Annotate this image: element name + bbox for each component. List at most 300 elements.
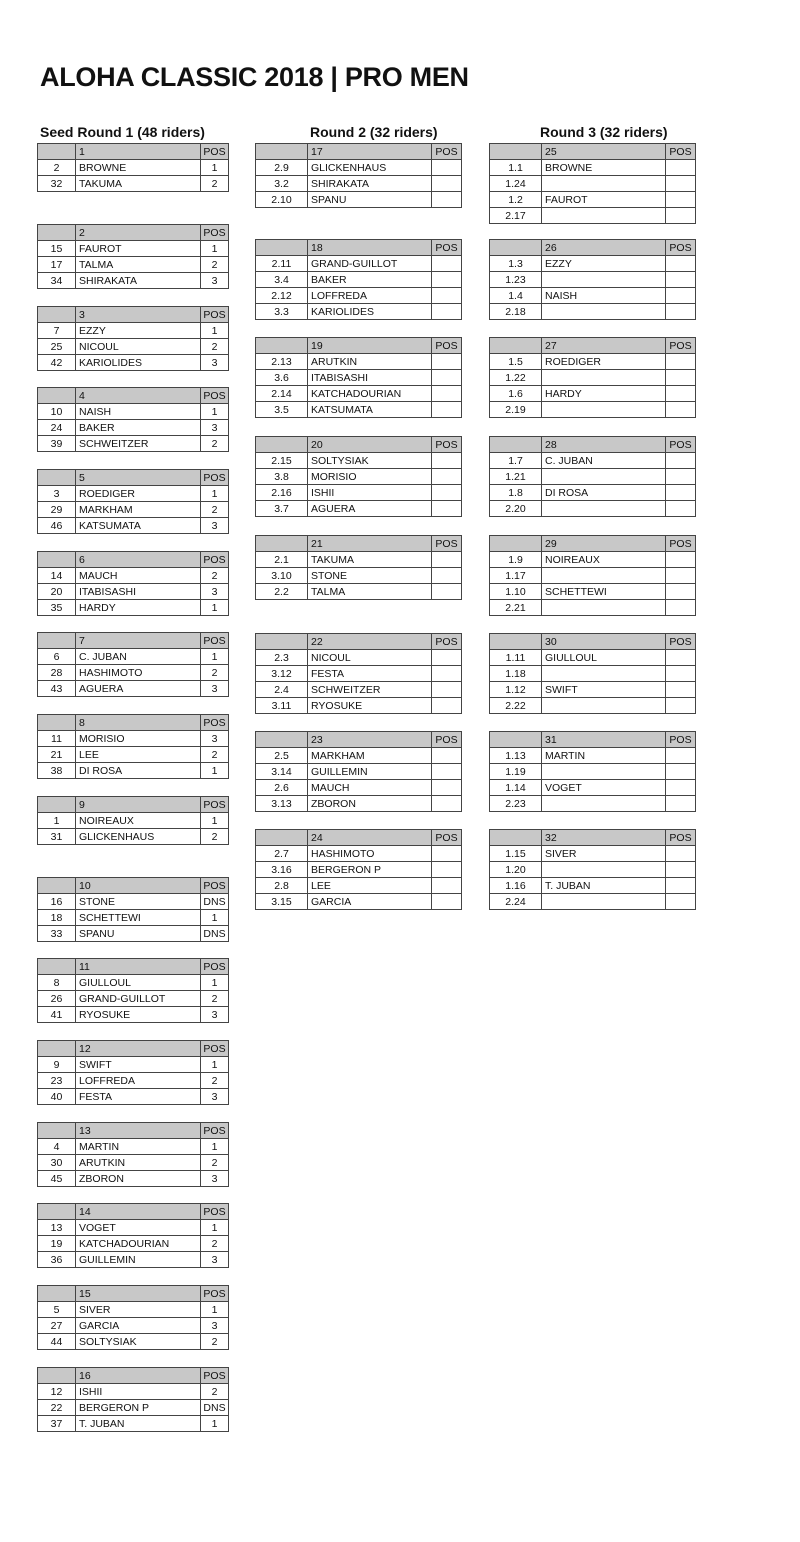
seed-cell: 16 <box>38 894 76 910</box>
rider-name-cell: SCHWEITZER <box>308 682 432 698</box>
heat-number: 19 <box>308 338 432 354</box>
rider-row <box>256 666 462 682</box>
rider-name-cell: ROEDIGER <box>76 486 201 502</box>
rider-row <box>490 748 696 764</box>
rider-name-cell: SCHETTEWI <box>542 584 666 600</box>
rider-name-cell: VOGET <box>76 1220 201 1236</box>
rider-name-cell: KATSUMATA <box>308 402 432 418</box>
rider-name-cell: EZZY <box>542 256 666 272</box>
position-cell <box>666 650 696 666</box>
heat-header-blank <box>38 144 76 160</box>
position-cell <box>432 748 462 764</box>
rider-row <box>256 796 462 812</box>
rider-name-cell <box>542 862 666 878</box>
position-cell: 3 <box>201 1252 229 1268</box>
round1-heat-8 <box>37 714 229 779</box>
heat-header-blank <box>38 225 76 241</box>
heat-header-blank <box>490 437 542 453</box>
heat-header-row <box>256 634 462 650</box>
position-cell <box>666 846 696 862</box>
advance-from-cell: 1.11 <box>490 650 542 666</box>
rider-row <box>256 304 462 320</box>
rider-row <box>38 747 229 763</box>
rider-row <box>38 829 229 845</box>
rider-name-cell <box>542 469 666 485</box>
position-cell <box>432 862 462 878</box>
rider-row <box>490 272 696 288</box>
rider-name-cell <box>542 402 666 418</box>
seed-cell: 15 <box>38 241 76 257</box>
advance-from-cell: 2.5 <box>256 748 308 764</box>
rider-name-cell: BERGERON P <box>308 862 432 878</box>
round1-column-header: Seed Round 1 (48 riders) <box>40 124 205 140</box>
rider-name-cell: TAKUMA <box>76 176 201 192</box>
round3-column-header: Round 3 (32 riders) <box>540 124 668 140</box>
seed-cell: 7 <box>38 323 76 339</box>
rider-row <box>38 176 229 192</box>
rider-name-cell: RYOSUKE <box>308 698 432 714</box>
rider-row <box>256 176 462 192</box>
heat-header-row <box>38 715 229 731</box>
rider-name-cell: GRAND-GUILLOT <box>76 991 201 1007</box>
heat-header-blank <box>38 959 76 975</box>
heat-header-row <box>490 732 696 748</box>
rider-name-cell: FAUROT <box>542 192 666 208</box>
pos-header: POS <box>201 1286 229 1302</box>
pos-header: POS <box>432 830 462 846</box>
rider-row <box>38 910 229 926</box>
position-cell <box>432 160 462 176</box>
seed-cell: 2 <box>38 160 76 176</box>
position-cell <box>666 862 696 878</box>
pos-header: POS <box>666 338 696 354</box>
advance-from-cell: 2.18 <box>490 304 542 320</box>
rider-row <box>256 748 462 764</box>
seed-cell: 38 <box>38 763 76 779</box>
advance-from-cell: 1.3 <box>490 256 542 272</box>
seed-cell: 35 <box>38 600 76 616</box>
heat-number: 24 <box>308 830 432 846</box>
seed-cell: 30 <box>38 1155 76 1171</box>
rider-row <box>490 208 696 224</box>
seed-cell: 29 <box>38 502 76 518</box>
rider-row <box>38 404 229 420</box>
rider-row <box>38 1416 229 1432</box>
pos-header: POS <box>666 634 696 650</box>
rider-row <box>38 894 229 910</box>
rider-name-cell <box>542 568 666 584</box>
pos-header: POS <box>201 1368 229 1384</box>
position-cell <box>432 192 462 208</box>
rider-row <box>38 649 229 665</box>
pos-header: POS <box>666 536 696 552</box>
rider-name-cell: SHIRAKATA <box>76 273 201 289</box>
rider-row <box>256 386 462 402</box>
advance-from-cell: 3.13 <box>256 796 308 812</box>
heat-number: 8 <box>76 715 201 731</box>
position-cell: 3 <box>201 518 229 534</box>
position-cell <box>432 878 462 894</box>
rider-name-cell: BROWNE <box>542 160 666 176</box>
advance-from-cell: 3.7 <box>256 501 308 517</box>
rider-row <box>256 780 462 796</box>
position-cell <box>666 780 696 796</box>
rider-name-cell <box>542 501 666 517</box>
round1-heat-4 <box>37 387 229 452</box>
advance-from-cell: 2.11 <box>256 256 308 272</box>
rider-row <box>490 552 696 568</box>
rider-row <box>256 568 462 584</box>
heat-header-blank <box>38 552 76 568</box>
heat-header-blank <box>38 307 76 323</box>
rider-name-cell <box>542 894 666 910</box>
pos-header: POS <box>201 388 229 404</box>
position-cell: 1 <box>201 813 229 829</box>
rider-row <box>490 796 696 812</box>
advance-from-cell: 3.5 <box>256 402 308 418</box>
rider-row <box>490 370 696 386</box>
round1-heat-7 <box>37 632 229 697</box>
seed-cell: 27 <box>38 1318 76 1334</box>
advance-from-cell: 3.4 <box>256 272 308 288</box>
heat-header-blank <box>490 732 542 748</box>
seed-cell: 3 <box>38 486 76 502</box>
advance-from-cell: 1.4 <box>490 288 542 304</box>
rider-name-cell: MAUCH <box>308 780 432 796</box>
rider-name-cell: NICOUL <box>308 650 432 666</box>
position-cell: 3 <box>201 1007 229 1023</box>
advance-from-cell: 2.24 <box>490 894 542 910</box>
rider-row <box>38 436 229 452</box>
round2-heat-19 <box>255 337 462 418</box>
heat-header-row <box>256 536 462 552</box>
rider-name-cell: ISHII <box>76 1384 201 1400</box>
pos-header: POS <box>666 830 696 846</box>
position-cell <box>666 796 696 812</box>
position-cell <box>432 584 462 600</box>
position-cell <box>666 208 696 224</box>
pos-header: POS <box>432 536 462 552</box>
rider-name-cell: TALMA <box>308 584 432 600</box>
rider-row <box>38 1007 229 1023</box>
rider-row <box>490 192 696 208</box>
pos-header: POS <box>201 470 229 486</box>
rider-name-cell <box>542 304 666 320</box>
rider-name-cell <box>542 600 666 616</box>
heat-header-row <box>38 1204 229 1220</box>
rider-row <box>38 1334 229 1350</box>
heat-header-blank <box>38 1286 76 1302</box>
advance-from-cell: 1.6 <box>490 386 542 402</box>
heat-number: 15 <box>76 1286 201 1302</box>
rider-name-cell: NOIREAUX <box>542 552 666 568</box>
heat-header-blank <box>38 715 76 731</box>
seed-cell: 5 <box>38 1302 76 1318</box>
advance-from-cell: 1.21 <box>490 469 542 485</box>
rider-row <box>38 584 229 600</box>
heat-header-row <box>38 225 229 241</box>
round1-heat-11 <box>37 958 229 1023</box>
advance-from-cell: 2.9 <box>256 160 308 176</box>
seed-cell: 17 <box>38 257 76 273</box>
advance-from-cell: 1.9 <box>490 552 542 568</box>
advance-from-cell: 2.8 <box>256 878 308 894</box>
position-cell <box>666 354 696 370</box>
heat-header-blank <box>490 634 542 650</box>
rider-row <box>38 1220 229 1236</box>
position-cell: 2 <box>201 1073 229 1089</box>
pos-header: POS <box>201 959 229 975</box>
heat-number: 3 <box>76 307 201 323</box>
advance-from-cell: 2.10 <box>256 192 308 208</box>
rider-name-cell: MARKHAM <box>308 748 432 764</box>
rider-row <box>256 288 462 304</box>
heat-header-blank <box>256 830 308 846</box>
position-cell: 2 <box>201 257 229 273</box>
heat-header-blank <box>38 878 76 894</box>
rider-name-cell: GLICKENHAUS <box>76 829 201 845</box>
position-cell <box>432 370 462 386</box>
rider-row <box>256 160 462 176</box>
rider-name-cell: GUILLEMIN <box>308 764 432 780</box>
round3-heat-26 <box>489 239 696 320</box>
rider-row <box>490 568 696 584</box>
seed-cell: 39 <box>38 436 76 452</box>
position-cell: 2 <box>201 502 229 518</box>
seed-cell: 33 <box>38 926 76 942</box>
round2-column-header: Round 2 (32 riders) <box>310 124 438 140</box>
advance-from-cell: 1.2 <box>490 192 542 208</box>
rider-name-cell: RYOSUKE <box>76 1007 201 1023</box>
advance-from-cell: 3.15 <box>256 894 308 910</box>
rider-name-cell <box>542 208 666 224</box>
pos-header: POS <box>201 797 229 813</box>
rider-name-cell: ISHII <box>308 485 432 501</box>
position-cell <box>666 682 696 698</box>
rider-row <box>256 846 462 862</box>
position-cell: 1 <box>201 404 229 420</box>
rider-name-cell: BAKER <box>76 420 201 436</box>
heat-number: 14 <box>76 1204 201 1220</box>
position-cell: DNS <box>201 894 229 910</box>
rider-name-cell: MAUCH <box>76 568 201 584</box>
heat-number: 20 <box>308 437 432 453</box>
heat-number: 32 <box>542 830 666 846</box>
position-cell: 2 <box>201 176 229 192</box>
rider-row <box>256 650 462 666</box>
rider-row <box>490 894 696 910</box>
advance-from-cell: 2.14 <box>256 386 308 402</box>
position-cell <box>432 386 462 402</box>
rider-name-cell <box>542 370 666 386</box>
round1-heat-9 <box>37 796 229 845</box>
advance-from-cell: 3.10 <box>256 568 308 584</box>
rider-row <box>490 402 696 418</box>
advance-from-cell: 2.1 <box>256 552 308 568</box>
rider-name-cell: SOLTYSIAK <box>308 453 432 469</box>
position-cell: 1 <box>201 323 229 339</box>
rider-row <box>38 355 229 371</box>
rider-row <box>490 485 696 501</box>
position-cell <box>432 272 462 288</box>
round1-heat-6 <box>37 551 229 616</box>
rider-name-cell: KATCHADOURIAN <box>76 1236 201 1252</box>
rider-name-cell: STONE <box>76 894 201 910</box>
heat-header-blank <box>38 470 76 486</box>
heat-header-row <box>38 552 229 568</box>
rider-row <box>38 1318 229 1334</box>
heat-header-row <box>38 1041 229 1057</box>
rider-name-cell: FESTA <box>308 666 432 682</box>
heat-number: 26 <box>542 240 666 256</box>
seed-cell: 8 <box>38 975 76 991</box>
rider-row <box>256 272 462 288</box>
round3-heat-30 <box>489 633 696 714</box>
rider-row <box>490 682 696 698</box>
advance-from-cell: 1.8 <box>490 485 542 501</box>
position-cell <box>432 552 462 568</box>
rider-row <box>256 256 462 272</box>
advance-from-cell: 1.23 <box>490 272 542 288</box>
rider-row <box>256 469 462 485</box>
position-cell: 1 <box>201 1220 229 1236</box>
rider-row <box>256 862 462 878</box>
advance-from-cell: 2.22 <box>490 698 542 714</box>
rider-row <box>38 926 229 942</box>
pos-header: POS <box>432 240 462 256</box>
seed-cell: 14 <box>38 568 76 584</box>
rider-name-cell: SHIRAKATA <box>308 176 432 192</box>
rider-name-cell: SIVER <box>542 846 666 862</box>
seed-cell: 10 <box>38 404 76 420</box>
rider-row <box>490 584 696 600</box>
seed-cell: 46 <box>38 518 76 534</box>
seed-cell: 24 <box>38 420 76 436</box>
heat-header-blank <box>38 1368 76 1384</box>
rider-row <box>256 584 462 600</box>
position-cell: 3 <box>201 1089 229 1105</box>
heat-header-blank <box>256 536 308 552</box>
rider-row <box>38 1155 229 1171</box>
heat-header-row <box>256 338 462 354</box>
rider-name-cell: C. JUBAN <box>542 453 666 469</box>
rider-row <box>490 304 696 320</box>
rider-row <box>256 370 462 386</box>
rider-row <box>256 552 462 568</box>
heat-header-row <box>490 144 696 160</box>
advance-from-cell: 1.20 <box>490 862 542 878</box>
heat-header-blank <box>490 830 542 846</box>
advance-from-cell: 2.3 <box>256 650 308 666</box>
rider-row <box>38 420 229 436</box>
rider-name-cell: LOFFREDA <box>76 1073 201 1089</box>
position-cell <box>666 600 696 616</box>
heat-header-row <box>256 732 462 748</box>
advance-from-cell: 3.12 <box>256 666 308 682</box>
rider-name-cell: FESTA <box>76 1089 201 1105</box>
advance-from-cell: 3.16 <box>256 862 308 878</box>
heat-number: 16 <box>76 1368 201 1384</box>
rider-name-cell: NAISH <box>76 404 201 420</box>
heat-header-blank <box>38 1204 76 1220</box>
rider-row <box>490 386 696 402</box>
advance-from-cell: 2.2 <box>256 584 308 600</box>
rider-row <box>38 731 229 747</box>
position-cell <box>432 568 462 584</box>
rider-name-cell: ZBORON <box>308 796 432 812</box>
round3-heat-31 <box>489 731 696 812</box>
rider-name-cell: KATSUMATA <box>76 518 201 534</box>
advance-from-cell: 3.8 <box>256 469 308 485</box>
rider-row <box>490 780 696 796</box>
heat-number: 23 <box>308 732 432 748</box>
rider-row <box>490 666 696 682</box>
position-cell: 1 <box>201 910 229 926</box>
advance-from-cell: 1.14 <box>490 780 542 796</box>
heat-header-blank <box>256 144 308 160</box>
rider-row <box>38 813 229 829</box>
seed-cell: 34 <box>38 273 76 289</box>
heat-number: 21 <box>308 536 432 552</box>
rider-name-cell: STONE <box>308 568 432 584</box>
position-cell <box>432 176 462 192</box>
position-cell: 2 <box>201 1334 229 1350</box>
position-cell <box>666 370 696 386</box>
pos-header: POS <box>201 552 229 568</box>
position-cell: 2 <box>201 747 229 763</box>
round2-heat-20 <box>255 436 462 517</box>
round1-heat-16 <box>37 1367 229 1432</box>
rider-row <box>38 1236 229 1252</box>
heat-number: 17 <box>308 144 432 160</box>
seed-cell: 31 <box>38 829 76 845</box>
seed-cell: 13 <box>38 1220 76 1236</box>
rider-name-cell: GIULLOUL <box>76 975 201 991</box>
pos-header: POS <box>432 634 462 650</box>
heat-header-blank <box>256 634 308 650</box>
position-cell <box>432 304 462 320</box>
advance-from-cell: 1.5 <box>490 354 542 370</box>
heat-header-row <box>38 470 229 486</box>
advance-from-cell: 1.7 <box>490 453 542 469</box>
heat-number: 2 <box>76 225 201 241</box>
position-cell <box>666 272 696 288</box>
pos-header: POS <box>201 225 229 241</box>
rider-name-cell: KATCHADOURIAN <box>308 386 432 402</box>
position-cell <box>666 698 696 714</box>
position-cell: 1 <box>201 975 229 991</box>
rider-name-cell <box>542 698 666 714</box>
rider-row <box>490 354 696 370</box>
heat-header-blank <box>490 240 542 256</box>
position-cell <box>432 650 462 666</box>
advance-from-cell: 3.11 <box>256 698 308 714</box>
rider-row <box>256 698 462 714</box>
heat-number: 7 <box>76 633 201 649</box>
position-cell <box>432 666 462 682</box>
rider-row <box>38 323 229 339</box>
rider-name-cell: HASHIMOTO <box>308 846 432 862</box>
seed-cell: 25 <box>38 339 76 355</box>
position-cell <box>666 304 696 320</box>
position-cell <box>666 386 696 402</box>
rider-row <box>490 176 696 192</box>
heat-header-row <box>38 959 229 975</box>
rider-name-cell: TAKUMA <box>308 552 432 568</box>
seed-cell: 12 <box>38 1384 76 1400</box>
rider-row <box>38 665 229 681</box>
heat-number: 13 <box>76 1123 201 1139</box>
